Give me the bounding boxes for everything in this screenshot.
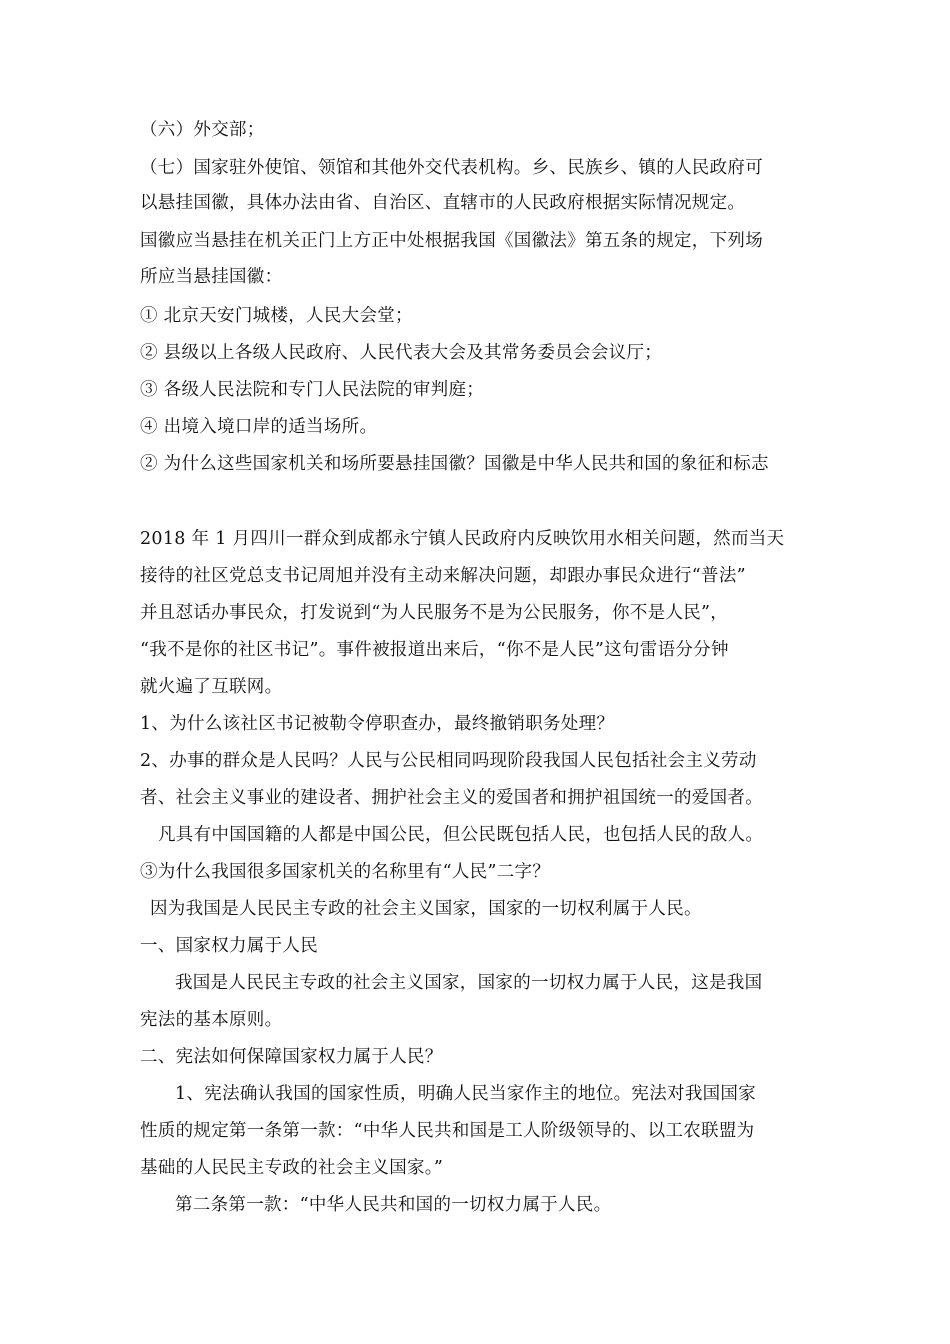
list-item: ① 北京天安门城楼，人民大会堂；: [140, 306, 413, 326]
section-heading: 二、宪法如何保障国家权力属于人民？: [140, 1047, 443, 1067]
text-line: 第二条第一款：“中华人民共和国的一切权力属于人民。: [175, 1195, 612, 1215]
text-line: 性质的规定第一条第一款：“中华人民共和国是工人阶级领导的、以工农联盟为: [140, 1121, 755, 1141]
text-line: 凡具有中国国籍的人都是中国公民，但公民既包括人民，也包括人民的敌人。: [158, 825, 764, 845]
text-line: 就火遍了互联网。: [140, 677, 283, 697]
list-item: ② 县级以上各级人民政府、人民代表大会及其常务委员会会议厅；: [140, 343, 663, 363]
question-line: ③为什么我国很多国家机关的名称里有“人民”二字？: [140, 862, 551, 882]
text-line: 接待的社区党总支书记周旭并没有主动来解决问题，却跟办事民众进行“普法”: [140, 566, 746, 586]
text-line: 国徽应当悬挂在机关正门上方正中处根据我国《国徽法》第五条的规定，下列场: [140, 231, 763, 251]
text-line: 以悬挂国徽，具体办法由省、自治区、直辖市的人民政府根据实际情况规定。: [140, 193, 746, 213]
text-line: （六）外交部；: [140, 120, 265, 140]
text-line: 我国是人民民主专政的社会主义国家，国家的一切权力属于人民，这是我国: [175, 973, 763, 993]
text-line: 所应当悬挂国徽：: [140, 267, 283, 287]
list-item: ④ 出境入境口岸的适当场所。: [140, 417, 378, 437]
section-heading: 一、国家权力属于人民: [140, 936, 318, 956]
text-line: “我不是你的社区书记”。事件被报道出来后，“你不是人民”这句雷语分分钟: [140, 640, 729, 660]
text-line: 因为我国是人民民主专政的社会主义国家，国家的一切权利属于人民。: [150, 899, 702, 919]
text-line: 宪法的基本原则。: [140, 1010, 283, 1030]
text-line: 1、宪法确认我国的国家性质，明确人民当家作主的地位。宪法对我国国家: [175, 1084, 757, 1104]
text-line: （七）国家驻外使馆、领馆和其他外交代表机构。乡、民族乡、镇的人民政府可: [140, 158, 763, 178]
question-line: 2、办事的群众是人民吗？人民与公民相同吗现阶段我国人民包括社会主义劳动: [140, 751, 757, 771]
text-line: 基础的人民民主专政的社会主义国家。”: [140, 1158, 444, 1178]
text-line: 者、社会主义事业的建设者、拥护社会主义的爱国者和拥护祖国统一的爱国者。: [140, 788, 763, 808]
question-line: 1、为什么该社区书记被勒令停职查办，最终撤销职务处理？: [140, 714, 615, 734]
text-line: 2018 年 1 月四川一群众到成都永宁镇人民政府内反映饮用水相关问题，然而当天: [140, 529, 785, 549]
question-line: ② 为什么这些国家机关和场所要悬挂国徽？国徽是中华人民共和国的象征和标志: [140, 454, 769, 474]
text-line: 并且怼话办事民众，打发说到“为人民服务不是为公民服务，你不是人民”，: [140, 603, 729, 623]
list-item: ③ 各级人民法院和专门人民法院的审判庭；: [140, 380, 485, 400]
